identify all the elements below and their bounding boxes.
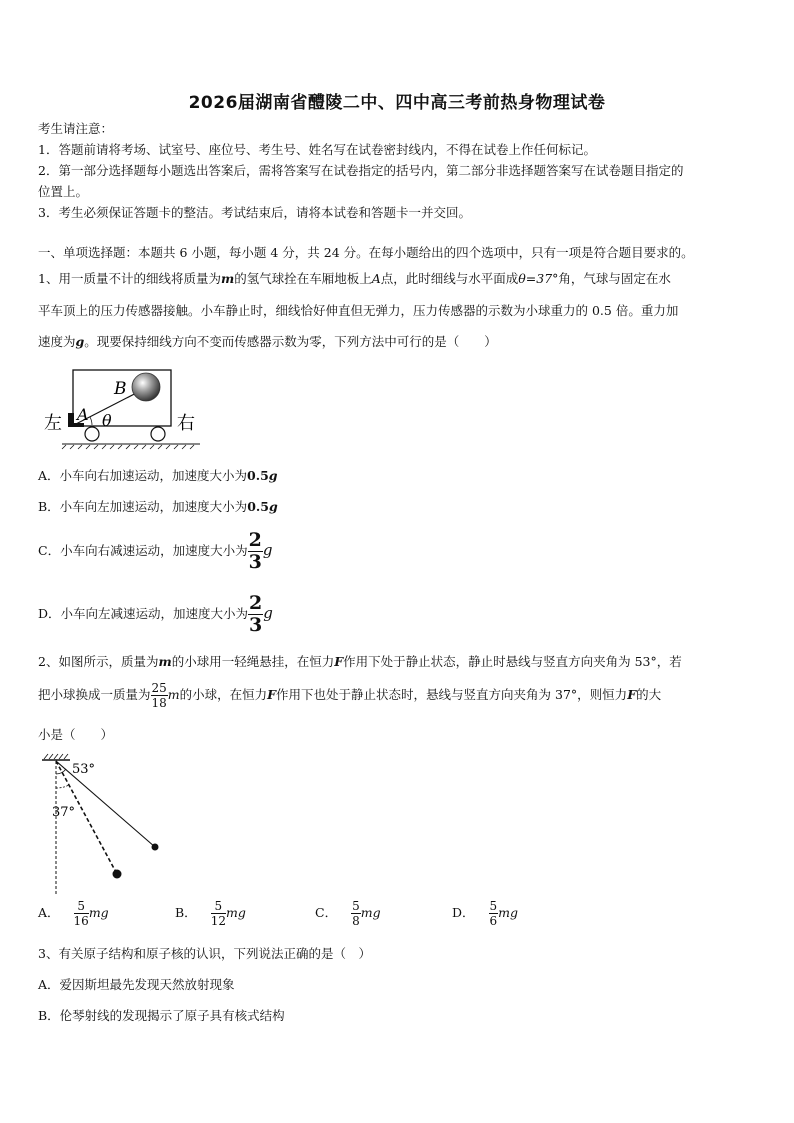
label-left: 左 [44, 413, 62, 434]
section-header: 一、单项选择题：本题共 6 小题，每小题 4 分，共 24 分。在每小题给出的四个选项中，只有一项是符合题目要求的。 [38, 245, 694, 260]
page-title: 2026届湖南省醴陵二中、四中高三考前热身物理试卷 [188, 93, 606, 113]
q2-option-a[interactable]: A． $\frac{5}{16}$ mg [38, 899, 109, 928]
q1-cart-figure [40, 365, 210, 450]
notice-item-2: 2．第一部分选择题每小题选出答案后，需将答案写在试卷指定的括号内，第二部分非选择题答案写在试卷题目指定的 [38, 163, 684, 178]
q1-stem-line3: 速度为g。现要保持细线方向不变而传感器示数为零，下列方法中可行的是（ ） [38, 334, 497, 349]
wheel-right [151, 427, 165, 441]
q2-pendulum-figure [38, 752, 178, 897]
q2-option-b[interactable]: B． $\frac{5}{12}$ mg [175, 899, 246, 928]
q3-option-b[interactable]: B．伦琴射线的发现揭示了原子具有核式结构 [38, 1008, 285, 1023]
string-53 [56, 761, 155, 847]
q2-stem-line2: 把小球换成一质量为 $\frac{25}{18}$ m的小球，在恒力F作用下也处于静止状态时，悬线与竖直方向夹角为 37°，则恒力F的大 [38, 681, 662, 710]
label-right: 右 [177, 413, 195, 434]
notice-item-2-cont: 位置上。 [38, 184, 89, 199]
q2-option-d[interactable]: D． $\frac{5}{6}$ mg [452, 899, 519, 928]
ground-hatch [62, 445, 194, 449]
q1-option-a[interactable]: A．小车向右加速运动，加速度大小为0.5g [38, 468, 278, 483]
ball-53 [152, 844, 159, 851]
q1-option-d[interactable]: D．小车向左减速运动，加速度大小为 $\frac{2}{3}$ g [38, 592, 273, 636]
q1-option-c[interactable]: C．小车向右减速运动，加速度大小为 $\frac{2}{3}$ g [38, 529, 273, 573]
notice-heading: 考生请注意： [38, 121, 114, 136]
balloon-B [132, 373, 160, 401]
ball-37 [113, 870, 122, 879]
angle-53-label: 53° [72, 762, 96, 777]
q1-option-b[interactable]: B．小车向左加速运动，加速度大小为0.5g [38, 499, 278, 514]
q2-option-c[interactable]: C． $\frac{5}{8}$ mg [315, 899, 381, 928]
q2-stem-line3: 小是（ ） [38, 727, 114, 742]
notice-item-1: 1．答题前请将考场、试室号、座位号、考生号、姓名写在试卷密封线内，不得在试卷上作任何标记。 [38, 142, 596, 157]
q1-stem-line1: 1、用一质量不计的细线将质量为m的氢气球拴在车厢地板上A点，此时细线与水平面成θ=37°角，气球与固定在水 [38, 271, 671, 286]
label-B: B [114, 379, 127, 399]
q1-stem-line2: 平车顶上的压力传感器接触。小车静止时，细线恰好伸直但无弹力，压力传感器的示数为小球重力的 0.5 倍。重力加 [38, 303, 679, 318]
q3-option-a[interactable]: A．爱因斯坦最先发现天然放射现象 [38, 977, 235, 992]
angle-37-label: 37° [52, 805, 76, 820]
wheel-left [85, 427, 99, 441]
label-A: A [77, 405, 89, 424]
q2-stem-line1: 2、如图所示，质量为m的小球用一轻绳悬挂，在恒力F作用下处于静止状态，静止时悬线与竖直方向夹角为 53°，若 [38, 654, 682, 669]
ceiling-hatch [44, 754, 68, 759]
label-theta: θ [102, 411, 112, 430]
q3-stem: 3、有关原子结构和原子核的认识，下列说法正确的是（ ） [38, 946, 371, 961]
notice-item-3: 3．考生必须保证答题卡的整洁。考试结束后，请将本试卷和答题卡一并交回。 [38, 205, 471, 220]
